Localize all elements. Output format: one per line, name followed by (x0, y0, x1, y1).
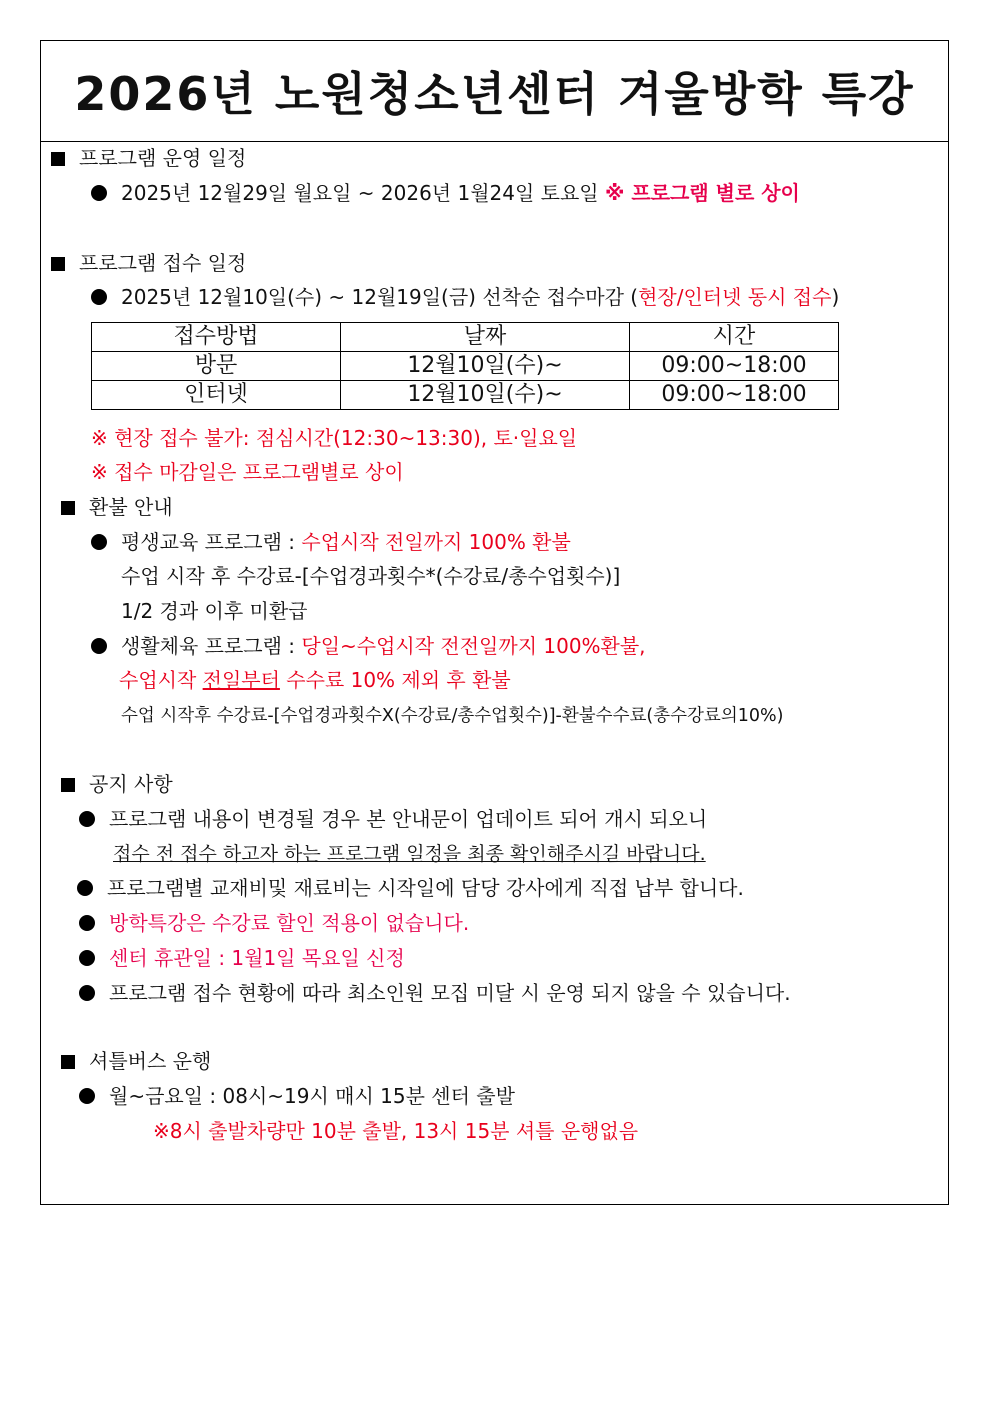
section-registration-heading: 프로그램 접수 일정 (51, 250, 246, 276)
registration-method-note: 현장/인터넷 동시 접수 (638, 285, 832, 309)
circle-bullet-icon (91, 185, 107, 201)
table-header-cell: 접수방법 (92, 323, 341, 352)
notice-item: 프로그램 접수 현황에 따라 최소인원 모집 미달 시 운영 되지 않을 수 있습니다. (79, 980, 791, 1006)
notice-item: 방학특강은 수강료 할인 적용이 없습니다. (79, 910, 469, 936)
section-refund-heading: 환불 안내 (61, 494, 173, 520)
table-header-cell: 날짜 (341, 323, 630, 352)
square-bullet-icon (61, 501, 75, 515)
schedule-note: ※ 프로그램 별로 상이 (604, 181, 800, 205)
table-cell: 인터넷 (92, 381, 341, 410)
circle-bullet-icon (91, 289, 107, 305)
square-bullet-icon (51, 257, 65, 271)
circle-bullet-icon (79, 985, 95, 1001)
table-cell: 방문 (92, 352, 341, 381)
refund-lifelong-policy: 수업시작 전일까지 100% 환불 (301, 530, 571, 554)
notice-item-continued: 접수 전 접수 하고자 하는 프로그램 일정을 최종 확인해주시길 바랍니다. (113, 843, 706, 865)
circle-bullet-icon (79, 811, 95, 827)
table-row (92, 352, 839, 381)
refund-sports: 생활체육 프로그램 : 당일~수업시작 전전일까지 100%환불, (91, 633, 646, 659)
notice-item: 프로그램별 교재비및 재료비는 시작일에 담당 강사에게 직접 납부 합니다. (77, 875, 744, 901)
section-schedule-heading: 프로그램 운영 일정 (51, 145, 246, 171)
schedule-period: 2025년 12월29일 월요일 ~ 2026년 1월24일 토요일 ※ 프로그램 별로 상이 (91, 180, 800, 206)
square-bullet-icon (51, 152, 65, 166)
refund-lifelong: 평생교육 프로그램 : 수업시작 전일까지 100% 환불 (91, 529, 571, 555)
refund-sports-policy: 당일~수업시작 전전일까지 100%환불, (301, 634, 646, 658)
registration-note: ※ 현장 접수 불가: 점심시간(12:30~13:30), 토·일요일 (91, 426, 578, 450)
table-cell: 12월10일(수)~ (341, 352, 630, 381)
notice-document (40, 40, 949, 1205)
registration-table (91, 322, 839, 410)
square-bullet-icon (61, 778, 75, 792)
circle-bullet-icon (79, 915, 95, 931)
circle-bullet-icon (79, 950, 95, 966)
table-header-row (92, 323, 839, 352)
notice-item: 센터 휴관일 : 1월1일 목요일 신정 (79, 945, 405, 971)
section-notice-heading: 공지 사항 (61, 771, 173, 797)
section-shuttle-heading: 셔틀버스 운행 (61, 1048, 211, 1074)
refund-lifelong-half: 1/2 경과 이후 미환급 (121, 599, 308, 623)
circle-bullet-icon (77, 880, 93, 896)
shuttle-schedule: 월~금요일 : 08시~19시 매시 15분 센터 출발 (79, 1083, 515, 1109)
refund-lifelong-formula: 수업 시작 후 수강료-[수업경과횟수*(수강료/총수업횟수)] (121, 564, 621, 588)
registration-note: ※ 접수 마감일은 프로그램별로 상이 (91, 460, 404, 484)
registration-period: 2025년 12월10일(수) ~ 12월19일(금) 선착순 접수마감 (현장/인터넷 동시 접수) (91, 284, 839, 310)
table-cell: 09:00~18:00 (630, 381, 839, 410)
refund-sports-formula: 수업 시작후 수강료-[수업경과횟수X(수강료/총수업횟수)]-환불수수료(총수강료의10%) (121, 706, 784, 726)
notice-item: 프로그램 내용이 변경될 경우 본 안내문이 업데이트 되어 개시 되오니 (79, 806, 707, 832)
shuttle-note: ※8시 출발차량만 10분 출발, 13시 15분 셔틀 운행없음 (153, 1119, 639, 1143)
table-header-cell: 시간 (630, 323, 839, 352)
square-bullet-icon (61, 1055, 75, 1069)
circle-bullet-icon (79, 1088, 95, 1104)
refund-sports-policy-2: 수업시작 전일부터 수수료 10% 제외 후 환불 (119, 668, 511, 692)
table-cell: 09:00~18:00 (630, 352, 839, 381)
circle-bullet-icon (91, 638, 107, 654)
circle-bullet-icon (91, 534, 107, 550)
page-title: 2026년 노원청소년센터 겨울방학 특강 (41, 41, 948, 142)
table-cell: 12월10일(수)~ (341, 381, 630, 410)
table-row (92, 381, 839, 410)
